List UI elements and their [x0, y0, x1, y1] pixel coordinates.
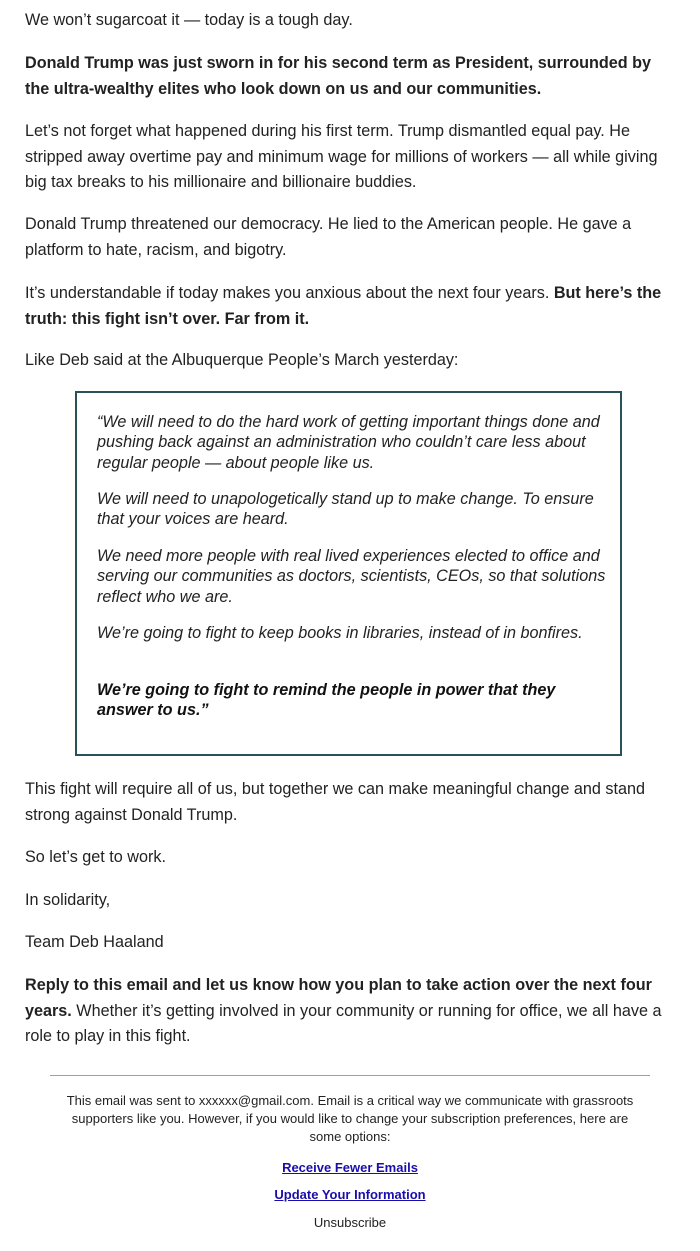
intro-paragraph: We won’t sugarcoat it — today is a tough day. — [25, 11, 353, 29]
signoff: In solidarity, — [25, 891, 111, 909]
reply-bold-text: Reply to this email and let us know how you plan to take action over the next four years. — [25, 976, 652, 1020]
reply-plain-text: Whether it’s getting involved in your community or running for office, we all have a role to play in this fight. — [25, 1001, 662, 1045]
quote-paragraph-1: “We will need to do the hard work of getting important things done and pushing back against an administration who couldn’t care less about regular people — about people like us. — [97, 413, 600, 472]
receive-fewer-emails-link[interactable]: Receive Fewer Emails — [282, 1160, 418, 1175]
quote-paragraph-2: We will need to unapologetically stand up to make change. To ensure that your voices are heard. — [97, 490, 594, 529]
signature: Team Deb Haaland — [25, 933, 164, 951]
footer-notice: This email was sent to xxxxxx@gmail.com. Email is a critical way we communicate with grassroots supporters like you. However, if you would like to change your subscription preferences, here are some options: — [66, 1093, 634, 1145]
headline-paragraph: Donald Trump was just sworn in for his second term as President, surrounded by the ultra-wealthy elites who look down on us and our communities. — [25, 54, 652, 98]
reply-paragraph — [25, 973, 675, 1050]
first-term-paragraph: Let’s not forget what happened during his first term. Trump dismantled equal pay. He stripped away overtime pay and minimum wage for millions of workers — all while giving big tax breaks to his millionaire and billionaire buddies. — [25, 122, 658, 191]
unsubscribe-link[interactable]: Unsubscribe — [313, 1215, 387, 1230]
quote-paragraph-5: We’re going to fight to remind the people in power that they answer to us.” — [97, 681, 556, 720]
democracy-paragraph: Donald Trump threatened our democracy. He lied to the American people. He gave a platform to hate, racism, and bigotry. — [25, 215, 632, 259]
anxious-bold-text: But here’s the truth: this fight isn’t over. Far from it. — [25, 284, 662, 328]
work-paragraph: So let’s get to work. — [25, 848, 166, 866]
anxious-plain-text: It’s understandable if today makes you anxious about the next four years. — [25, 284, 554, 302]
quote-lead-paragraph: Like Deb said at the Albuquerque People’s March yesterday: — [25, 351, 459, 369]
quote-paragraph-4: We’re going to fight to keep books in libraries, instead of in bonfires. — [97, 624, 583, 642]
update-information-link[interactable]: Update Your Information — [274, 1187, 426, 1202]
require-paragraph: This fight will require all of us, but together we can make meaningful change and stand strong against Donald Trump. — [25, 780, 645, 824]
anxious-paragraph — [25, 281, 675, 332]
footer-divider — [50, 1075, 650, 1076]
quote-paragraph-3: We need more people with real lived experiences elected to office and serving our communities as doctors, scientists, CEOs, so that solutions reflect who we are. — [97, 547, 606, 606]
